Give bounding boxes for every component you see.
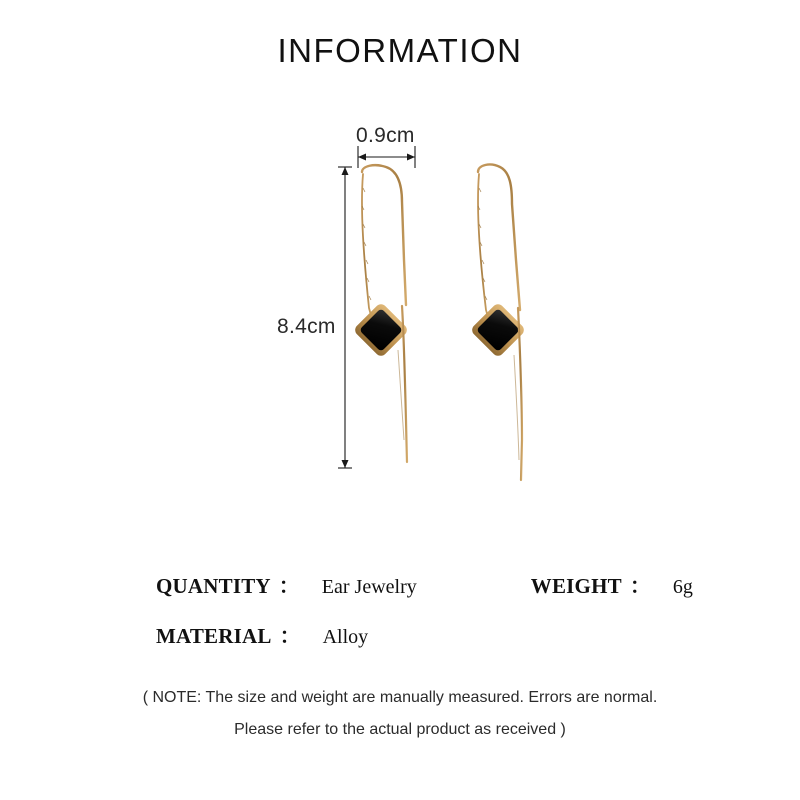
spec-row-material (0, 620, 800, 650)
measurement-note (0, 682, 800, 746)
note-line-2: Please refer to the actual product as received ) (234, 721, 566, 738)
spec-value-material: Alloy (322, 626, 369, 648)
height-dimension-label: 8.4cm (277, 315, 336, 338)
spec-label-weight: WEIGHT (530, 574, 622, 598)
note-line-1: ( NOTE: The size and weight are manually measured. Errors are normal. (142, 689, 658, 706)
spec-label-material: MATERIAL (156, 624, 272, 648)
spec-value-quantity: Ear Jewelry (321, 576, 417, 598)
earring-left (353, 165, 410, 462)
product-illustration (250, 110, 570, 530)
spec-label-quantity: QUANTITY (156, 574, 271, 598)
spec-colon-material: ： (279, 624, 301, 648)
height-measure-bracket (338, 167, 352, 468)
earrings-drawing (250, 110, 570, 530)
spec-value-weight: 6g (672, 576, 693, 598)
page-title: INFORMATION (277, 32, 523, 69)
spec-row-quantity-weight (0, 570, 800, 600)
width-dimension-label: 0.9cm (356, 124, 415, 147)
earring-right (470, 165, 527, 480)
specification-list (0, 570, 800, 670)
stone-left (353, 302, 410, 359)
width-measure-bracket (358, 146, 415, 168)
spec-colon-weight: ： (629, 574, 651, 598)
spec-colon-quantity: ： (278, 574, 300, 598)
